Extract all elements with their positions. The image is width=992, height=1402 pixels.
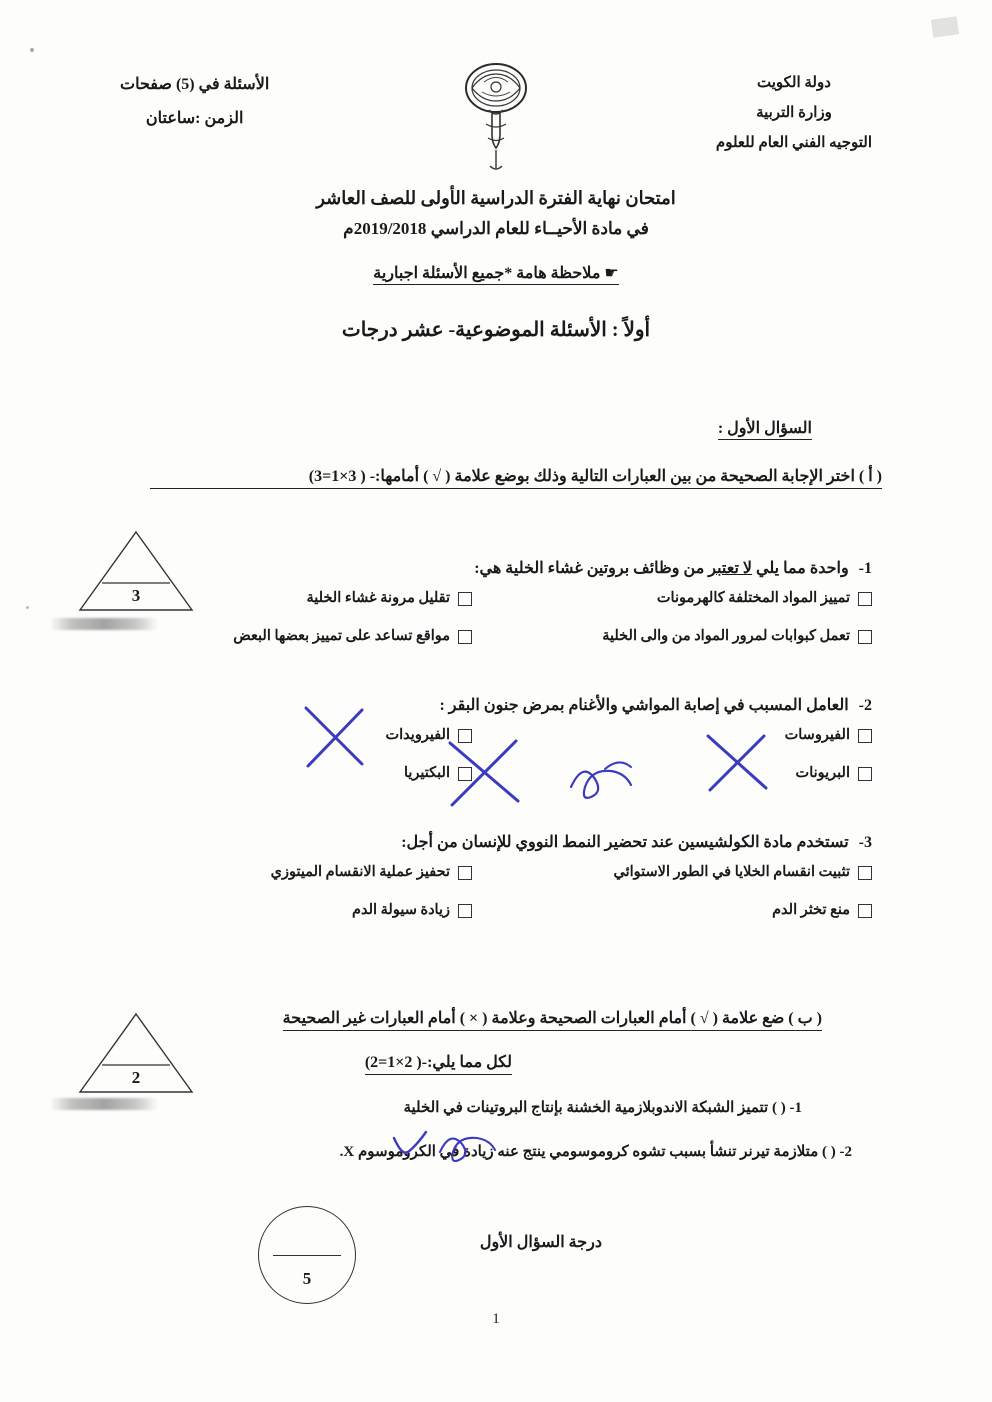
mcq-item-1-option-4[interactable] bbox=[233, 628, 472, 645]
mcq-item-2-number: 2- bbox=[858, 697, 872, 714]
checkbox-icon[interactable] bbox=[858, 904, 872, 918]
tf-item-1[interactable] bbox=[403, 1098, 802, 1117]
title-block bbox=[0, 188, 992, 342]
page-number: 1 bbox=[492, 1311, 500, 1327]
mcq-item-3-option-4[interactable] bbox=[352, 902, 472, 919]
section-heading: أولاً : الأسئلة الموضوعية- عشر درجات bbox=[341, 319, 651, 341]
department-name: التوجيه الفني العام للعلوم bbox=[715, 135, 872, 151]
tf-item-2-number: 2- bbox=[839, 1144, 852, 1160]
handwritten-x-mark-right bbox=[700, 730, 780, 800]
mcq-item-1 bbox=[120, 558, 872, 644]
mcq-item-1-option-1[interactable] bbox=[657, 590, 872, 607]
exam-title-line1: امتحان نهاية الفترة الدراسية الأولى للصف العاشر bbox=[316, 188, 676, 208]
question-1-part-b-marks: لكل مما يلي:-( 2×1=2) bbox=[365, 1052, 512, 1075]
mcq-item-1-option-3-label: تعمل كبوابات لمرور المواد من والى الخلية bbox=[602, 628, 850, 644]
mcq-item-2-option-3-label: البريونات bbox=[795, 765, 850, 781]
tf-item-1-text: تتميز الشبكة الاندوبلازمية الخشنة بإنتاج البروتينات في الخلية bbox=[403, 1100, 769, 1116]
checkbox-icon[interactable] bbox=[458, 630, 472, 644]
mcq-item-3-stem bbox=[120, 832, 872, 852]
mcq-item-2-option-1-label: الفيروسات bbox=[784, 727, 850, 743]
mcq-item-2-option-4[interactable] bbox=[404, 765, 472, 782]
checkbox-icon[interactable] bbox=[458, 866, 472, 880]
mcq-item-1-stem-pre: واحدة مما يلي bbox=[756, 560, 849, 577]
checkbox-icon[interactable] bbox=[858, 592, 872, 606]
question-1-label: السؤال الأول : bbox=[718, 418, 812, 440]
tf-item-2-text: متلازمة تيرنر تنشأ بسبب تشوه كروموسومي ينتج عنه زيادة في الكروموسوم X. bbox=[339, 1144, 819, 1160]
scan-speck-edge bbox=[26, 606, 29, 609]
mcq-item-1-stem bbox=[120, 558, 872, 578]
mcq-item-2 bbox=[120, 695, 872, 781]
tf-item-1-answer-box[interactable]: ( ) bbox=[772, 1100, 786, 1116]
mcq-item-3-option-2-label: تحفيز عملية الانقسام الميتوزي bbox=[270, 864, 450, 880]
exam-meta-block bbox=[120, 68, 269, 136]
mcq-item-3 bbox=[120, 832, 872, 918]
checkbox-icon[interactable] bbox=[458, 767, 472, 781]
important-note-text: ملاحظة هامة *جميع الأسئلة اجبارية bbox=[373, 265, 601, 282]
checkbox-icon[interactable] bbox=[858, 630, 872, 644]
scan-artifact-corner bbox=[931, 16, 959, 37]
question-1-part-b-instruction: ( ب ) ضع علامة ( √ ) أمام العبارات الصحيحة وعلامة ( × ) أمام العبارات غير الصحيحة bbox=[283, 1008, 822, 1031]
document-header bbox=[0, 58, 992, 178]
exam-title-line2: في مادة الأحيــاء للعام الدراسي 2019/2018م bbox=[343, 219, 649, 238]
scan-smudge-b bbox=[50, 1098, 158, 1110]
mcq-item-2-option-1[interactable] bbox=[785, 727, 872, 744]
mcq-item-2-option-4-label: البكتيريا bbox=[403, 765, 450, 781]
important-note bbox=[373, 263, 618, 285]
mcq-item-1-number: 1- bbox=[858, 560, 872, 577]
ministry-block bbox=[716, 68, 872, 158]
checkbox-icon[interactable] bbox=[458, 904, 472, 918]
mcq-item-1-option-4-label: مواقع تساعد على تمييز بعضها البعض bbox=[233, 628, 450, 644]
mcq-item-2-stem-text: العامل المسبب في إصابة المواشي والأغنام بمرض جنون البقر : bbox=[439, 697, 849, 714]
mcq-item-1-option-2[interactable] bbox=[307, 590, 473, 607]
question-1-score-value: 5 bbox=[302, 1269, 312, 1288]
mark-triangle-part-b-value: 2 bbox=[131, 1068, 141, 1087]
mcq-item-2-stem bbox=[120, 695, 872, 715]
tf-item-2-answer-box[interactable]: ( ) bbox=[822, 1144, 836, 1160]
checkbox-icon[interactable] bbox=[458, 729, 472, 743]
handwritten-signature-q2 bbox=[565, 745, 655, 815]
mcq-item-2-option-2-label: الفيرويدات bbox=[385, 727, 450, 743]
mcq-item-1-stem-post: من وظائف بروتين غشاء الخلية هي: bbox=[474, 560, 705, 577]
mcq-item-3-option-1[interactable] bbox=[614, 864, 872, 881]
scan-speck bbox=[30, 48, 34, 52]
mcq-item-3-option-3[interactable] bbox=[772, 902, 872, 919]
checkbox-icon[interactable] bbox=[858, 729, 872, 743]
question-1-score-circle bbox=[258, 1206, 356, 1304]
mcq-item-1-stem-underlined: لا تعتبر bbox=[708, 560, 753, 577]
mcq-item-1-option-2-label: تقليل مرونة غشاء الخلية bbox=[306, 590, 450, 606]
checkbox-icon[interactable] bbox=[858, 866, 872, 880]
checkbox-icon[interactable] bbox=[458, 592, 472, 606]
pointing-hand-icon: ☛ bbox=[604, 265, 619, 282]
pages-count: الأسئلة في (5) صفحات bbox=[120, 76, 270, 93]
question-1-score-label: درجة السؤال الأول bbox=[479, 1234, 602, 1251]
mcq-item-3-option-3-label: منع تخثر الدم bbox=[772, 902, 850, 918]
mcq-item-3-option-4-label: زيادة سيولة الدم bbox=[351, 902, 450, 918]
mcq-item-3-number: 3- bbox=[858, 834, 872, 851]
mcq-item-2-option-2[interactable] bbox=[386, 727, 473, 744]
tf-item-2[interactable] bbox=[340, 1142, 852, 1161]
tf-item-1-number: 1- bbox=[789, 1100, 802, 1116]
ministry-name: وزارة التربية bbox=[756, 105, 832, 121]
mcq-item-3-stem-text: تستخدم مادة الكولشيسين عند تحضير النمط النووي للإنسان من أجل: bbox=[401, 834, 849, 851]
checkbox-icon[interactable] bbox=[858, 767, 872, 781]
mark-triangle-part-a-value: 3 bbox=[131, 586, 141, 605]
score-divider bbox=[273, 1255, 341, 1256]
kuwait-emblem-icon bbox=[456, 58, 536, 173]
exam-duration: الزمن :ساعتان bbox=[145, 110, 244, 127]
scan-smudge-a bbox=[50, 618, 158, 630]
country-name: دولة الكويت bbox=[756, 75, 831, 91]
mcq-item-1-option-1-label: تمييز المواد المختلفة كالهرمونات bbox=[656, 590, 850, 606]
mcq-item-1-option-3[interactable] bbox=[602, 628, 872, 645]
mcq-item-3-option-1-label: تثبيت انقسام الخلايا في الطور الاستوائي bbox=[613, 864, 850, 880]
mark-triangle-part-b bbox=[76, 1010, 196, 1096]
question-1-part-a-instruction: ( أ ) اختر الإجابة الصحيحة من بين العبارات التالية وذلك بوضع علامة ( √ ) أمامها:- ( 3×1=3) bbox=[150, 466, 882, 489]
mcq-item-3-option-2[interactable] bbox=[271, 864, 472, 881]
mcq-item-2-option-3[interactable] bbox=[796, 765, 872, 782]
